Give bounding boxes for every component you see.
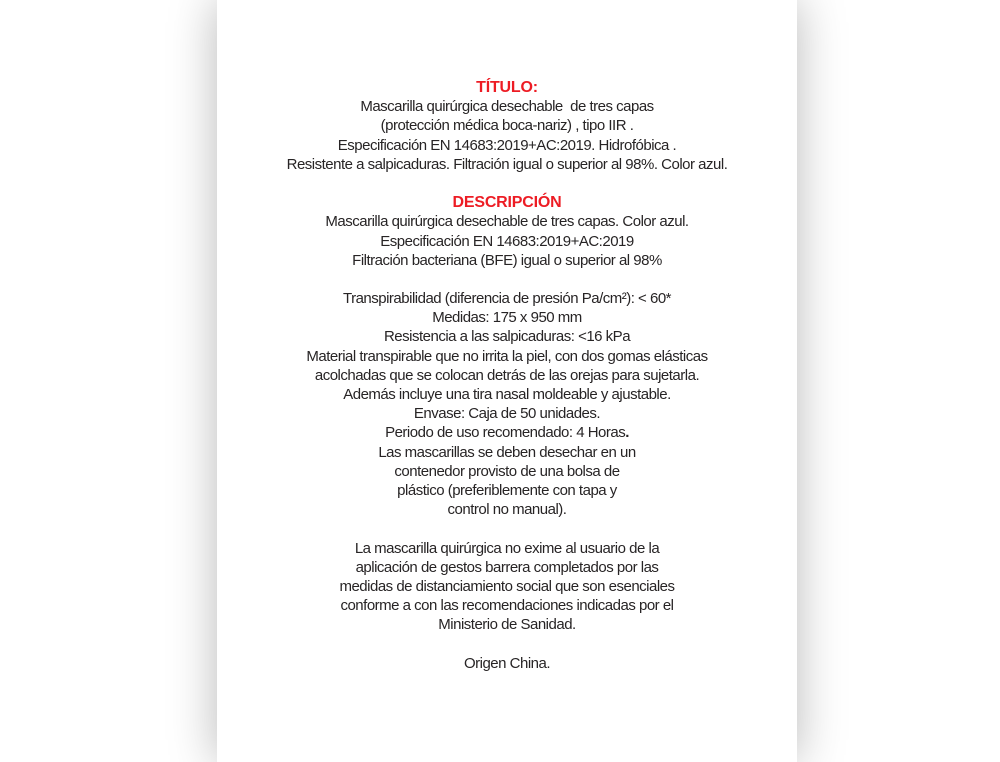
text-line: Especificación EN 14683:2019+AC:2019 xyxy=(380,232,634,250)
blank-line xyxy=(217,270,797,289)
text-line: aplicación de gestos barrera completados por las xyxy=(355,558,659,576)
text-line: Resistente a salpicaduras. Filtración igual o superior al 98%. Color azul. xyxy=(286,155,728,173)
text-line: conforme a con las recomendaciones indicadas por el xyxy=(340,597,674,615)
blank-line xyxy=(217,174,797,193)
usage-period-bold-period: . xyxy=(625,424,629,442)
usage-period-text: Periodo de uso recomendado: 4 Horas xyxy=(385,424,626,442)
text-line: Mascarilla quirúrgica desechable de tres capas. Color azul. xyxy=(325,213,689,231)
text-line: acolchadas que se colocan detrás de las orejas para sujetarla. xyxy=(314,366,700,384)
text-line: La mascarilla quirúrgica no exime al usuario de la xyxy=(354,539,660,557)
text-line: Resistencia a las salpicaduras: <16 kPa xyxy=(383,328,631,346)
text-line: contenedor provisto de una bolsa de xyxy=(394,462,620,480)
document-page xyxy=(217,0,797,762)
text-line: Envase: Caja de 50 unidades. xyxy=(413,405,601,423)
blank-line xyxy=(217,634,797,653)
text-line: Especificación EN 14683:2019+AC:2019. Hidrofóbica . xyxy=(337,136,677,154)
title-heading: TÍTULO: xyxy=(476,79,538,96)
origin-line: Origen China. xyxy=(463,654,551,672)
usage-period-line xyxy=(217,423,797,442)
text-line: Las mascarillas se deben desechar en un xyxy=(378,443,636,461)
text-line: Además incluye una tira nasal moldeable y ajustable. xyxy=(343,386,671,403)
text-line: (protección médica boca-nariz) , tipo IIR . xyxy=(380,117,634,135)
text-line: plástico (preferiblemente con tapa y xyxy=(397,481,617,499)
description-heading: DESCRIPCIÓN xyxy=(452,194,562,212)
text-line: Transpirabilidad (diferencia de presión Pa/cm²): < 60* xyxy=(342,290,672,308)
text-line: control no manual). xyxy=(447,501,567,519)
text-line: Material transpirable que no irrita la piel, con dos gomas elásticas xyxy=(306,347,708,365)
text-line: Mascarilla quirúrgica desechable de tres capas xyxy=(360,98,654,116)
text-line: Ministerio de Sanidad. xyxy=(438,616,576,634)
text-line: Medidas: 175 x 950 mm xyxy=(432,309,582,327)
blank-line xyxy=(217,519,797,538)
text-line: medidas de distanciamiento social que son esenciales xyxy=(339,577,675,595)
text-line: Filtración bacteriana (BFE) igual o superior al 98% xyxy=(352,251,662,269)
document-content xyxy=(217,0,797,673)
